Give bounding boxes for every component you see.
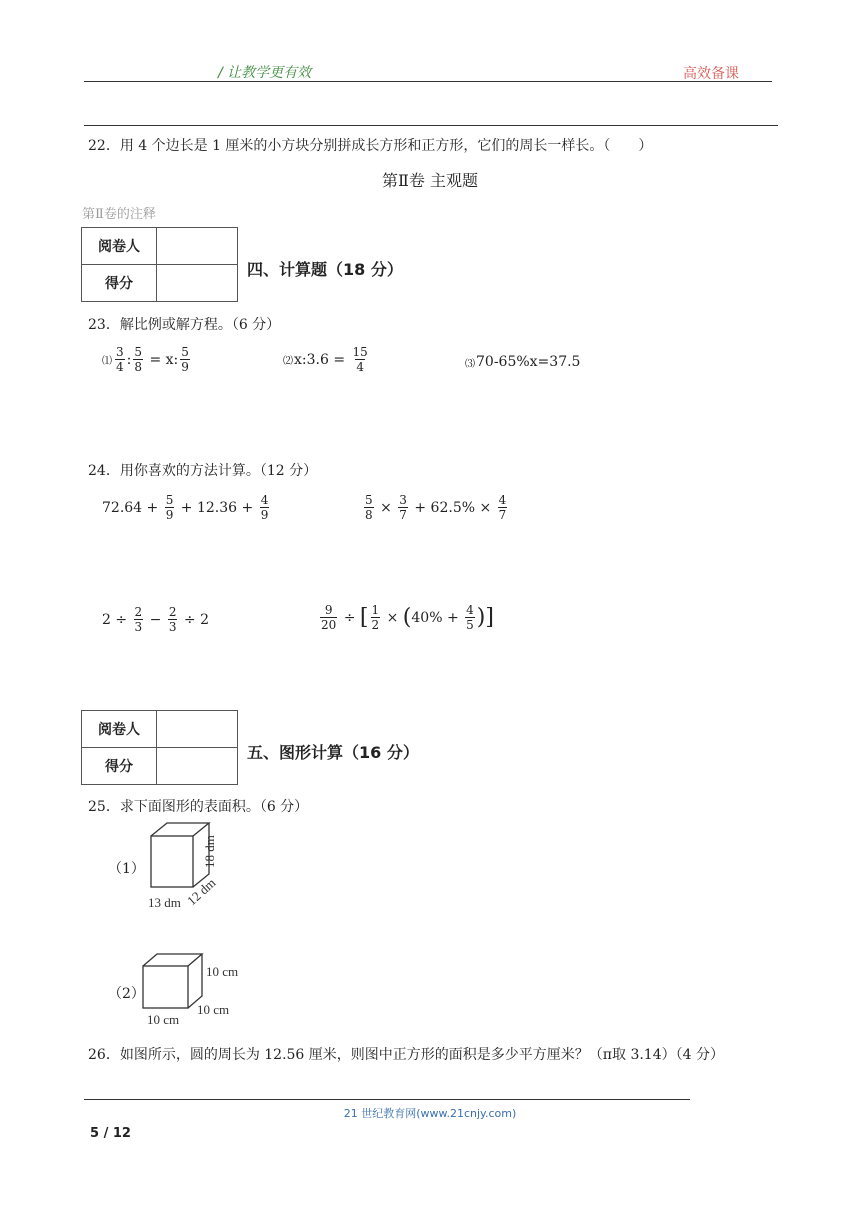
numerator: 1 (371, 603, 380, 617)
expression-24-3 (102, 606, 209, 633)
fraction (352, 346, 369, 373)
denominator: 9 (181, 360, 189, 374)
question-26: 26．如图所示，圆的周长为 12.56 厘米，则图中正方形的面积是多少平方厘米？（π取 3.14）（4 分） (88, 1047, 724, 1063)
fraction (115, 346, 125, 373)
item-number: ⑶ (465, 358, 475, 370)
operator: ÷ (339, 609, 360, 626)
left-bracket: [ (359, 604, 369, 630)
section-note: 第Ⅱ卷的注释 (82, 207, 156, 222)
score-table-part5 (81, 710, 238, 785)
score-table-part4 (81, 227, 238, 302)
denominator: 3 (168, 620, 177, 634)
fraction (180, 346, 190, 373)
header-brand: 高效备课 (683, 66, 739, 82)
term: + 12.36 + (176, 499, 258, 516)
question-25: 25．求下面图形的表面积。（6 分） (88, 799, 309, 815)
ratio-sign: : (126, 351, 132, 368)
score-label: 得分 (82, 748, 157, 785)
figure-1-label: （1） (108, 861, 145, 877)
denominator: 9 (165, 508, 174, 522)
footer-link[interactable]: 21 世纪教育网(www.21cnjy.com) (343, 1107, 517, 1120)
header-slogan: / 让教学更有效 (218, 65, 312, 81)
fraction (134, 606, 144, 633)
fraction (320, 604, 337, 631)
numerator: 5 (365, 493, 373, 507)
fraction (260, 494, 270, 521)
numerator: 4 (260, 493, 269, 507)
question-22: 22．用 4 个边长是 1 厘米的小方块分别拼成长方形和正方形，它们的周长一样长。（ ） (88, 138, 653, 154)
term: 72.64 + (102, 499, 163, 516)
denominator: 20 (321, 618, 337, 632)
fraction (168, 606, 178, 633)
expression-24-2 (362, 494, 509, 521)
left-paren: ( (402, 604, 412, 630)
header-rule-lower (84, 125, 778, 126)
height-label: 18 dm (202, 835, 217, 868)
denominator: 9 (260, 508, 269, 522)
operator: − (145, 611, 166, 628)
reviewer-label: 阅卷人 (82, 711, 157, 748)
term: 2 ÷ (102, 611, 132, 628)
fraction (371, 604, 381, 631)
expression-24-4 (318, 604, 494, 631)
equation-23-1 (102, 346, 192, 373)
operator: × (375, 499, 397, 516)
numerator: 3 (116, 345, 124, 359)
item-number: ⑴ (102, 356, 112, 367)
denominator: 7 (399, 508, 407, 522)
page-number: 5 / 12 (90, 1126, 131, 1141)
equation-middle: = x: (145, 351, 179, 368)
equation-text: 70-65%x=37.5 (476, 354, 581, 370)
numerator: 15 (352, 345, 368, 359)
operator: × (382, 609, 403, 626)
fraction (465, 604, 475, 631)
footer-rule (84, 1099, 690, 1100)
term: ÷ 2 (179, 611, 210, 628)
question-24: 24．用你喜欢的方法计算。（12 分） (88, 463, 318, 479)
denominator: 5 (466, 618, 474, 632)
fraction (165, 494, 175, 521)
length-label: 13 dm (148, 895, 181, 910)
right-paren: ) (476, 604, 486, 630)
numerator: 2 (134, 605, 143, 619)
equation-23-3 (465, 354, 580, 370)
numerator: 2 (168, 605, 177, 619)
height-label: 10 cm (206, 964, 239, 979)
equation-23-2 (283, 346, 371, 373)
right-bracket: ] (485, 604, 494, 630)
fraction (498, 494, 508, 521)
part4-title: 四、计算题（18 分） (247, 260, 403, 279)
score-field[interactable] (157, 265, 238, 302)
term: 40% + (411, 609, 464, 626)
expression-24-1 (102, 494, 271, 521)
denominator: 4 (356, 360, 364, 374)
denominator: 7 (498, 508, 507, 522)
numerator: 5 (165, 493, 174, 507)
score-label: 得分 (82, 265, 157, 302)
item-number: ⑵ (283, 356, 293, 367)
denominator: 2 (371, 618, 380, 632)
fraction (133, 346, 143, 373)
reviewer-label: 阅卷人 (82, 228, 157, 265)
reviewer-field[interactable] (157, 711, 238, 748)
numerator: 3 (399, 493, 407, 507)
denominator: 8 (365, 508, 373, 522)
cube-figure-2 (140, 950, 255, 1028)
term: + 62.5% × (409, 499, 496, 516)
score-field[interactable] (157, 748, 238, 785)
length-label: 10 cm (147, 1012, 180, 1027)
reviewer-field[interactable] (157, 228, 238, 265)
numerator: 4 (466, 603, 474, 617)
numerator: 5 (181, 345, 189, 359)
figure-2-label: （2） (108, 986, 145, 1002)
header-rule (84, 81, 772, 82)
cuboid-figure-1 (140, 820, 240, 916)
part5-title: 五、图形计算（16 分） (247, 743, 419, 762)
question-23: 23．解比例或解方程。（6 分） (88, 317, 281, 333)
fraction (398, 494, 408, 521)
numerator: 4 (498, 493, 507, 507)
width-label: 12 dm (183, 875, 219, 909)
denominator: 4 (116, 360, 124, 374)
denominator: 3 (134, 620, 143, 634)
width-label: 10 cm (197, 1002, 230, 1017)
numerator: 9 (324, 603, 333, 617)
denominator: 8 (134, 360, 142, 374)
fraction (364, 494, 374, 521)
numerator: 5 (134, 345, 142, 359)
section-title: 第Ⅱ卷 主观题 (382, 171, 478, 190)
equation-lhs: x:3.6 = (294, 351, 350, 368)
